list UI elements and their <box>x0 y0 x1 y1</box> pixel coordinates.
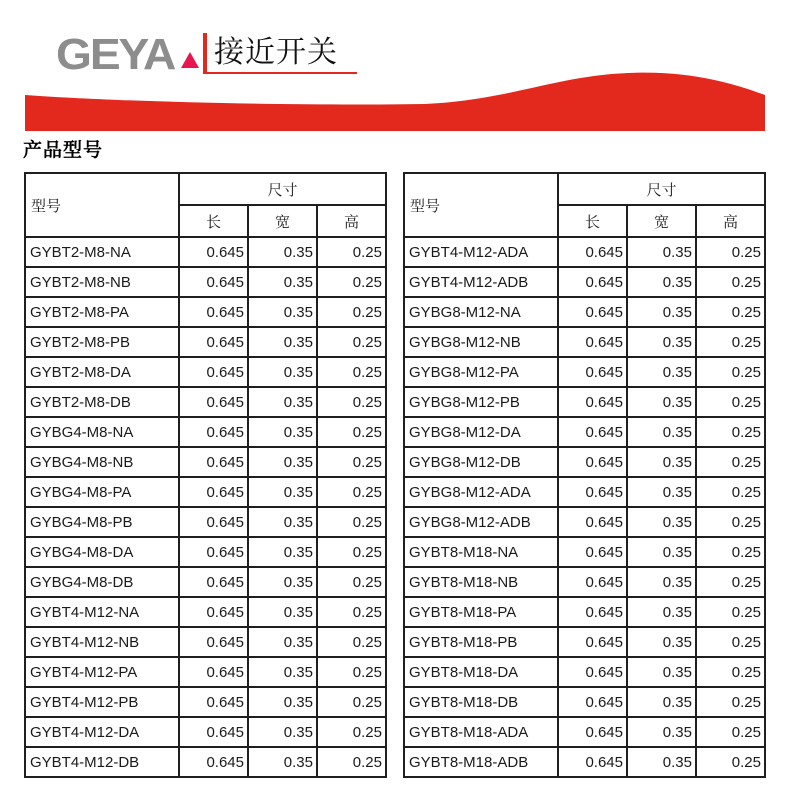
model-cell: GYBT4-M12-DB <box>25 747 179 777</box>
length-cell: 0.645 <box>179 597 248 627</box>
height-cell: 0.25 <box>696 567 765 597</box>
table-row <box>25 237 386 267</box>
table-row <box>404 657 765 687</box>
width-cell: 0.35 <box>627 597 696 627</box>
height-cell: 0.25 <box>317 297 386 327</box>
height-column-header: 高 <box>696 205 765 237</box>
length-cell: 0.645 <box>558 417 627 447</box>
length-cell: 0.645 <box>179 297 248 327</box>
table-row <box>25 747 386 777</box>
table-row <box>404 717 765 747</box>
length-cell: 0.645 <box>558 747 627 777</box>
length-cell: 0.645 <box>558 267 627 297</box>
model-cell: GYBT2-M8-NA <box>25 237 179 267</box>
spec-table-left-body <box>25 237 386 777</box>
table-row <box>25 417 386 447</box>
length-cell: 0.645 <box>558 237 627 267</box>
table-row <box>404 567 765 597</box>
length-cell: 0.645 <box>558 507 627 537</box>
width-cell: 0.35 <box>627 237 696 267</box>
model-cell: GYBG8-M12-ADB <box>404 507 558 537</box>
height-cell: 0.25 <box>696 747 765 777</box>
width-cell: 0.35 <box>248 447 317 477</box>
length-cell: 0.645 <box>179 537 248 567</box>
length-cell: 0.645 <box>179 567 248 597</box>
width-cell: 0.35 <box>248 237 317 267</box>
height-cell: 0.25 <box>696 267 765 297</box>
model-cell: GYBG4-M8-PA <box>25 477 179 507</box>
length-cell: 0.645 <box>558 717 627 747</box>
width-column-header: 宽 <box>627 205 696 237</box>
table-row <box>25 687 386 717</box>
width-cell: 0.35 <box>627 537 696 567</box>
model-cell: GYBT2-M8-DA <box>25 357 179 387</box>
table-row <box>25 537 386 567</box>
model-cell: GYBT8-M18-DB <box>404 687 558 717</box>
width-cell: 0.35 <box>248 537 317 567</box>
width-cell: 0.35 <box>248 327 317 357</box>
model-cell: GYBG8-M12-PB <box>404 387 558 417</box>
model-cell: GYBT8-M18-ADB <box>404 747 558 777</box>
table-row <box>404 747 765 777</box>
height-cell: 0.25 <box>317 597 386 627</box>
height-cell: 0.25 <box>317 237 386 267</box>
model-cell: GYBT2-M8-PB <box>25 327 179 357</box>
length-cell: 0.645 <box>558 297 627 327</box>
length-cell: 0.645 <box>558 657 627 687</box>
table-row <box>404 627 765 657</box>
geya-logo <box>56 28 206 76</box>
page-title: 接近开关 <box>203 33 357 74</box>
height-column-header: 高 <box>317 205 386 237</box>
length-cell: 0.645 <box>179 237 248 267</box>
height-cell: 0.25 <box>696 297 765 327</box>
table-row <box>404 417 765 447</box>
height-cell: 0.25 <box>696 687 765 717</box>
length-cell: 0.645 <box>179 417 248 447</box>
table-row <box>25 387 386 417</box>
length-cell: 0.645 <box>558 477 627 507</box>
height-cell: 0.25 <box>317 627 386 657</box>
model-column-header: 型号 <box>404 173 558 237</box>
width-cell: 0.35 <box>248 627 317 657</box>
height-cell: 0.25 <box>317 507 386 537</box>
section-title: 产品型号 <box>23 140 104 161</box>
width-cell: 0.35 <box>627 567 696 597</box>
width-cell: 0.35 <box>248 687 317 717</box>
table-row <box>404 387 765 417</box>
height-cell: 0.25 <box>317 477 386 507</box>
height-cell: 0.25 <box>696 357 765 387</box>
width-cell: 0.35 <box>627 657 696 687</box>
width-cell: 0.35 <box>248 417 317 447</box>
table-row <box>25 507 386 537</box>
height-cell: 0.25 <box>317 657 386 687</box>
model-cell: GYBG4-M8-DB <box>25 567 179 597</box>
width-cell: 0.35 <box>248 567 317 597</box>
length-cell: 0.645 <box>179 747 248 777</box>
height-cell: 0.25 <box>696 507 765 537</box>
model-cell: GYBT8-M18-NB <box>404 567 558 597</box>
length-cell: 0.645 <box>558 567 627 597</box>
width-cell: 0.35 <box>248 717 317 747</box>
width-cell: 0.35 <box>627 297 696 327</box>
table-row <box>25 357 386 387</box>
table-row <box>25 267 386 297</box>
width-cell: 0.35 <box>627 417 696 447</box>
width-column-header: 宽 <box>248 205 317 237</box>
length-cell: 0.645 <box>179 267 248 297</box>
width-cell: 0.35 <box>627 627 696 657</box>
model-cell: GYBT8-M18-DA <box>404 657 558 687</box>
height-cell: 0.25 <box>317 567 386 597</box>
length-cell: 0.645 <box>558 357 627 387</box>
table-row <box>404 537 765 567</box>
model-cell: GYBT4-M12-NB <box>25 627 179 657</box>
model-cell: GYBT4-M12-PB <box>25 687 179 717</box>
height-cell: 0.25 <box>317 327 386 357</box>
length-cell: 0.645 <box>179 627 248 657</box>
height-cell: 0.25 <box>696 447 765 477</box>
length-cell: 0.645 <box>558 387 627 417</box>
width-cell: 0.35 <box>627 717 696 747</box>
height-cell: 0.25 <box>317 357 386 387</box>
table-row <box>25 597 386 627</box>
width-cell: 0.35 <box>248 387 317 417</box>
table-row <box>25 567 386 597</box>
height-cell: 0.25 <box>317 267 386 297</box>
height-cell: 0.25 <box>317 447 386 477</box>
width-cell: 0.35 <box>627 477 696 507</box>
model-cell: GYBT8-M18-NA <box>404 537 558 567</box>
model-cell: GYBT4-M12-ADA <box>404 237 558 267</box>
length-cell: 0.645 <box>558 687 627 717</box>
width-cell: 0.35 <box>248 747 317 777</box>
model-cell: GYBT4-M12-NA <box>25 597 179 627</box>
table-row <box>404 357 765 387</box>
width-cell: 0.35 <box>627 507 696 537</box>
model-cell: GYBT8-M18-PA <box>404 597 558 627</box>
length-cell: 0.645 <box>179 387 248 417</box>
length-cell: 0.645 <box>558 537 627 567</box>
table-row <box>404 327 765 357</box>
geya-logo-text: GEYA <box>56 29 175 76</box>
width-cell: 0.35 <box>627 447 696 477</box>
table-row <box>404 477 765 507</box>
spec-table-left-header <box>25 173 386 237</box>
dimensions-column-header: 尺寸 <box>558 173 765 205</box>
table-row <box>404 297 765 327</box>
table-row <box>404 507 765 537</box>
model-cell: GYBG8-M12-DB <box>404 447 558 477</box>
height-cell: 0.25 <box>317 687 386 717</box>
height-cell: 0.25 <box>317 417 386 447</box>
model-cell: GYBG4-M8-NA <box>25 417 179 447</box>
model-cell: GYBT8-M18-ADA <box>404 717 558 747</box>
length-cell: 0.645 <box>179 447 248 477</box>
length-cell: 0.645 <box>179 477 248 507</box>
height-cell: 0.25 <box>317 387 386 417</box>
height-cell: 0.25 <box>696 597 765 627</box>
height-cell: 0.25 <box>696 417 765 447</box>
length-cell: 0.645 <box>558 627 627 657</box>
height-cell: 0.25 <box>696 237 765 267</box>
table-row <box>404 237 765 267</box>
width-cell: 0.35 <box>248 297 317 327</box>
height-cell: 0.25 <box>317 537 386 567</box>
table-row <box>25 657 386 687</box>
length-cell: 0.645 <box>179 717 248 747</box>
height-cell: 0.25 <box>696 477 765 507</box>
model-cell: GYBG8-M12-NA <box>404 297 558 327</box>
length-cell: 0.645 <box>179 327 248 357</box>
table-row <box>25 717 386 747</box>
height-cell: 0.25 <box>696 657 765 687</box>
length-cell: 0.645 <box>179 657 248 687</box>
model-cell: GYBT2-M8-DB <box>25 387 179 417</box>
model-cell: GYBG4-M8-DA <box>25 537 179 567</box>
model-cell: GYBG8-M12-DA <box>404 417 558 447</box>
width-cell: 0.35 <box>248 267 317 297</box>
width-cell: 0.35 <box>248 657 317 687</box>
height-cell: 0.25 <box>696 537 765 567</box>
height-cell: 0.25 <box>696 327 765 357</box>
wave-shape <box>25 73 765 131</box>
height-cell: 0.25 <box>696 387 765 417</box>
model-cell: GYBG8-M12-NB <box>404 327 558 357</box>
width-cell: 0.35 <box>248 597 317 627</box>
logo-triangle-icon <box>181 52 199 68</box>
spec-table-right-header <box>404 173 765 237</box>
width-cell: 0.35 <box>248 357 317 387</box>
dimensions-column-header: 尺寸 <box>179 173 386 205</box>
model-cell: GYBG8-M12-PA <box>404 357 558 387</box>
spec-tables-container <box>24 172 766 778</box>
width-cell: 0.35 <box>627 357 696 387</box>
length-cell: 0.645 <box>179 357 248 387</box>
width-cell: 0.35 <box>627 687 696 717</box>
model-cell: GYBG4-M8-NB <box>25 447 179 477</box>
table-row <box>404 267 765 297</box>
model-column-header: 型号 <box>25 173 179 237</box>
width-cell: 0.35 <box>248 507 317 537</box>
model-cell: GYBT2-M8-PA <box>25 297 179 327</box>
table-row <box>25 627 386 657</box>
width-cell: 0.35 <box>627 387 696 417</box>
length-cell: 0.645 <box>558 447 627 477</box>
model-cell: GYBG4-M8-PB <box>25 507 179 537</box>
table-row <box>25 447 386 477</box>
width-cell: 0.35 <box>627 747 696 777</box>
width-cell: 0.35 <box>248 477 317 507</box>
spec-table-right-body <box>404 237 765 777</box>
height-cell: 0.25 <box>317 717 386 747</box>
length-cell: 0.645 <box>558 597 627 627</box>
model-cell: GYBT4-M12-DA <box>25 717 179 747</box>
width-cell: 0.35 <box>627 267 696 297</box>
height-cell: 0.25 <box>696 627 765 657</box>
length-cell: 0.645 <box>558 327 627 357</box>
length-column-header: 长 <box>179 205 248 237</box>
table-row <box>25 327 386 357</box>
table-row <box>404 447 765 477</box>
length-cell: 0.645 <box>179 507 248 537</box>
spec-table-right <box>403 172 766 778</box>
spec-table-left <box>24 172 387 778</box>
model-cell: GYBG8-M12-ADA <box>404 477 558 507</box>
table-row <box>404 597 765 627</box>
model-cell: GYBT4-M12-PA <box>25 657 179 687</box>
model-cell: GYBT2-M8-NB <box>25 267 179 297</box>
model-cell: GYBT4-M12-ADB <box>404 267 558 297</box>
table-row <box>25 297 386 327</box>
length-cell: 0.645 <box>179 687 248 717</box>
height-cell: 0.25 <box>696 717 765 747</box>
model-cell: GYBT8-M18-PB <box>404 627 558 657</box>
height-cell: 0.25 <box>317 747 386 777</box>
table-row <box>404 687 765 717</box>
table-row <box>25 477 386 507</box>
length-column-header: 长 <box>558 205 627 237</box>
width-cell: 0.35 <box>627 327 696 357</box>
